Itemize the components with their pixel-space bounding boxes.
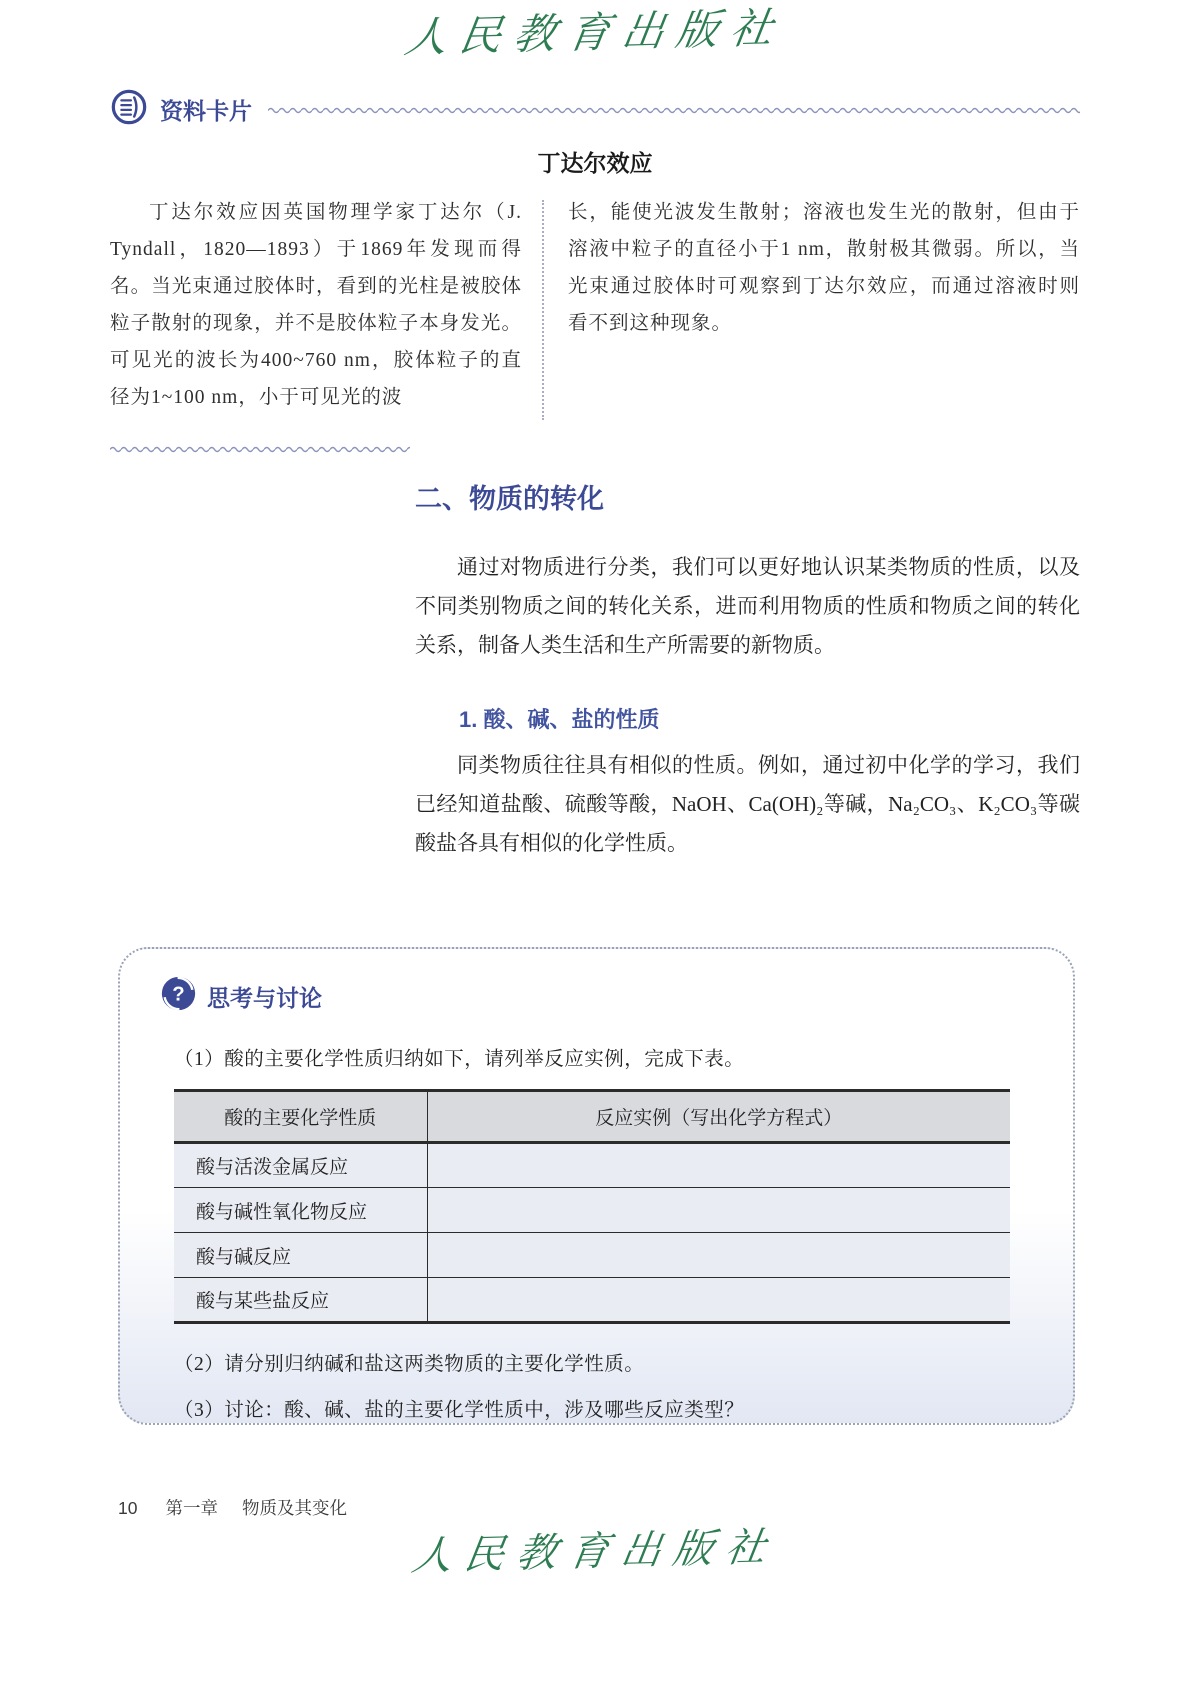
- property-cell: 酸与碱反应: [174, 1233, 427, 1278]
- discussion-header: [160, 975, 1021, 1017]
- property-cell: 酸与活泼金属反应: [174, 1143, 427, 1188]
- acid-properties-table: [174, 1089, 1010, 1324]
- discussion-box: [118, 947, 1075, 1425]
- chapter-title: 物质及其变化: [241, 1498, 347, 1519]
- example-cell[interactable]: [427, 1278, 1010, 1323]
- card-title: 丁达尔效应: [537, 150, 653, 177]
- page-number: 10: [118, 1498, 138, 1519]
- page-footer: [118, 1495, 1190, 1520]
- table-row: [174, 1188, 1010, 1233]
- publisher-logo-text: 人民教育出版社: [401, 3, 789, 62]
- example-cell[interactable]: [427, 1143, 1010, 1188]
- discussion-question-3: （3）讨论：酸、碱、盐的主要化学性质中，涉及哪些反应类型？: [174, 1400, 745, 1422]
- property-cell: 酸与碱性氧化物反应: [174, 1188, 427, 1233]
- wavy-divider-top: [268, 105, 1080, 114]
- table-header-row: [174, 1091, 1010, 1143]
- svg-text:?: ?: [172, 983, 185, 1006]
- card-column-left-text: 丁达尔效应因英国物理学家丁达尔（J. Tyndall，1820—1893）于1869年发现而得名。当光束通过胶体时，看到的光柱是被胶体粒子散射的现象，并不是胶体粒子本身发光。可见光的波长为400~760 nm，胶体粒子的直径为1~100 nm，小于可见光的波: [110, 202, 522, 409]
- subsection-body: 同类物质往往具有相似的性质。例如，通过初中化学的学习，我们已经知道盐酸、硫酸等酸，NaOH、Ca(OH)₂等碱，Na₂CO₃、K₂CO₃等碳酸盐各具有相似的化学性质。: [415, 753, 1080, 856]
- publisher-logo-bottom: [0, 1524, 1190, 1581]
- property-cell: 酸与某些盐反应: [174, 1278, 427, 1323]
- section-intro: 通过对物质进行分类，我们可以更好地认识某类物质的性质，以及不同类别物质之间的转化关系，进而利用物质的性质和物质之间的转化关系，制备人类生活和生产所需要的新物质。: [415, 555, 1080, 658]
- card-column-right-text: 长，能使光波发生散射；溶液也发生光的散射，但由于溶液中粒子的直径小于1 nm，散射极其微弱。所以，当光束通过胶体时可观察到丁达尔效应，而通过溶液时则看不到这种现象。: [568, 202, 1080, 335]
- data-card-label: 资料卡片: [160, 98, 252, 125]
- discussion-label: 思考与讨论: [207, 984, 322, 1011]
- wavy-divider-bottom: [110, 444, 410, 453]
- section-title: 二、物质的转化: [415, 484, 604, 515]
- publisher-logo-top: [0, 0, 1190, 62]
- example-cell[interactable]: [427, 1233, 1010, 1278]
- card-columns: [110, 194, 1080, 426]
- card-column-left: [110, 194, 542, 426]
- table-row: [174, 1143, 1010, 1188]
- subsection-title: 1. 酸、碱、盐的性质: [459, 707, 660, 733]
- card-column-right: [544, 194, 1080, 426]
- main-text-column: [415, 477, 1080, 863]
- example-cell[interactable]: [427, 1188, 1010, 1233]
- publisher-logo-text-bottom: 人民教育出版社: [408, 1524, 782, 1581]
- table-row: [174, 1233, 1010, 1278]
- chapter-label: 第一章: [165, 1498, 218, 1519]
- table-row: [174, 1278, 1010, 1323]
- document-card-icon: [110, 88, 148, 131]
- table-header-property: 酸的主要化学性质: [174, 1091, 427, 1143]
- question-mark-icon: [160, 975, 197, 1017]
- discussion-question-1: （1）酸的主要化学性质归纳如下，请列举反应实例，完成下表。: [174, 1049, 745, 1071]
- table-header-example: 反应实例（写出化学方程式）: [427, 1091, 1010, 1143]
- discussion-question-2: （2）请分别归纳碱和盐这两类物质的主要化学性质。: [174, 1354, 645, 1376]
- data-card-section: [110, 88, 1080, 453]
- data-card-header: [110, 88, 1080, 131]
